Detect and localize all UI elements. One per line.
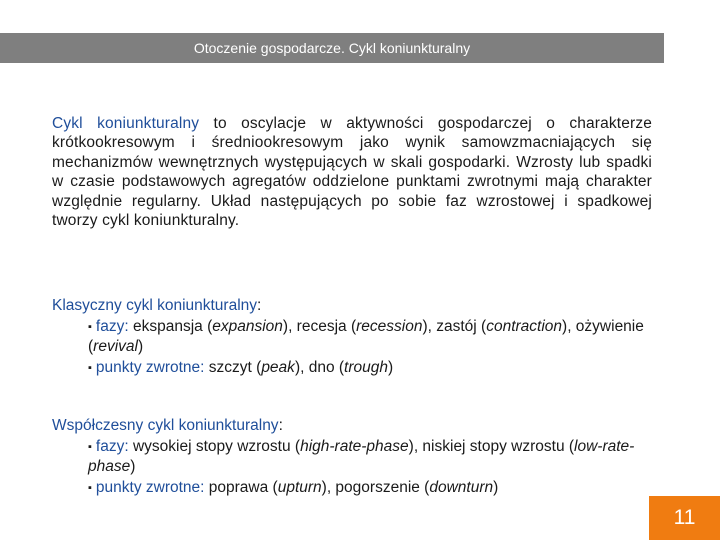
english-term: high-rate-phase (300, 437, 409, 455)
classic-heading-text: Klasyczny cykl koniunkturalny (52, 297, 258, 314)
text-part: ), pogorszenie ( (321, 478, 430, 496)
text-part: ), recesja ( (282, 317, 357, 335)
classic-cycle-section (52, 296, 662, 378)
bullet-icon: ▪ (88, 440, 92, 453)
text-part: poprawa ( (204, 478, 278, 496)
modern-cycle-heading (52, 416, 662, 437)
phases-colon: : (124, 437, 129, 455)
english-term: recession (356, 317, 423, 335)
english-term: peak (261, 358, 295, 376)
english-term: revival (93, 338, 138, 355)
classic-turning-points-item (88, 358, 662, 379)
phases-colon: : (124, 317, 129, 335)
bullet-icon: ▪ (88, 361, 92, 374)
text-part: ), niskiej stopy wzrostu ( (408, 437, 575, 455)
english-term: low-rate-phase (88, 437, 635, 475)
turning-points-label: punkty zwrotne (95, 358, 201, 376)
slide-title-bar (0, 33, 664, 63)
turning-points-label: punkty zwrotne (95, 478, 201, 496)
page-number-badge (649, 496, 720, 540)
text-part: szczyt ( (204, 358, 262, 376)
modern-turning-points-item (88, 478, 662, 499)
text-part: ) (388, 358, 394, 376)
page-number: 11 (673, 506, 696, 529)
phases-label: fazy (95, 437, 125, 455)
definition-text: to oscylacje w aktywności gospodarczej o charakterze krótkookresowym i średniookresowym jako wynik samowzmacniających się mechanizmów wewnętrznych występujących w skali gospodarki. Wzrosty lub spadki w czasie podstawowych agregatów oddzielone punktami zwrotnymi mają charakter względnie regularny. Układ następujących po sobie faz wzrostowej i spadkowej tworzy cykl koniunkturalny. (52, 114, 652, 229)
bullet-icon: ▪ (88, 481, 92, 494)
definition-term: Cykl koniunkturalny (52, 114, 200, 132)
modern-heading-text: Współczesny cykl koniunkturalny (52, 417, 279, 434)
turning-colon: : (200, 478, 205, 496)
text-part: wysokiej stopy wzrostu ( (128, 437, 301, 455)
modern-cycle-section (52, 416, 662, 498)
english-term: contraction (486, 317, 563, 335)
english-term: downturn (429, 478, 494, 496)
text-part: ), ożywienie ( (88, 317, 644, 355)
classic-phases-item (88, 317, 662, 358)
text-part: ) (493, 478, 499, 496)
english-term: upturn (277, 478, 322, 496)
text-part: ) (137, 338, 144, 355)
english-term: expansion (212, 317, 283, 335)
phases-label: fazy (95, 317, 125, 335)
modern-heading-colon: : (278, 417, 283, 434)
classic-cycle-heading (52, 296, 662, 317)
text-part: ekspansja ( (128, 317, 213, 335)
text-part: ), zastój ( (422, 317, 487, 335)
modern-phases-item (88, 437, 662, 478)
slide-title: Otoczenie gospodarcze. Cykl koniunkturalny (193, 40, 471, 56)
english-term: trough (344, 358, 388, 376)
turning-colon: : (200, 358, 205, 376)
classic-heading-colon: : (257, 297, 262, 314)
definition-paragraph (52, 114, 652, 231)
bullet-icon: ▪ (88, 320, 92, 333)
text-part: ) (130, 458, 136, 475)
text-part: ), dno ( (294, 358, 345, 376)
